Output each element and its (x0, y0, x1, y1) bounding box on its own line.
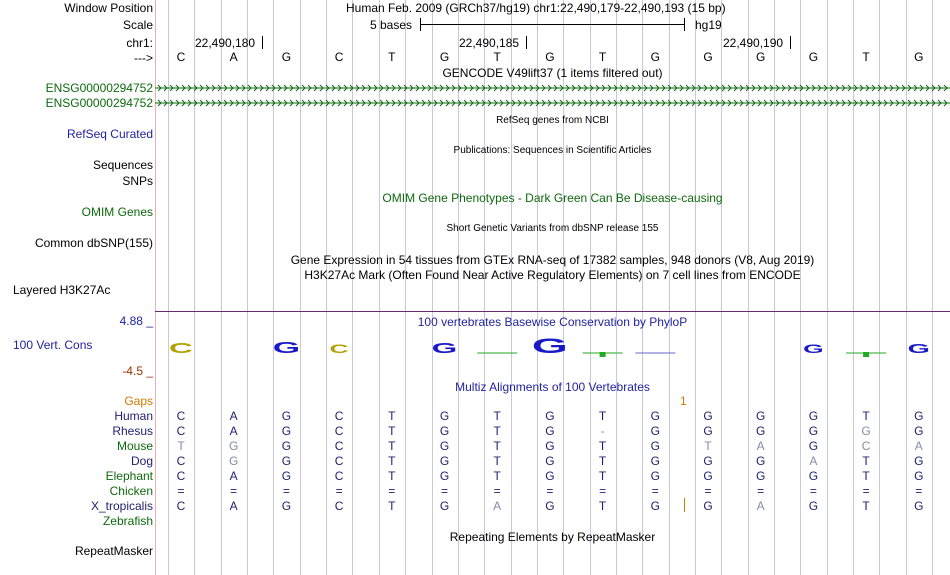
alignment-row (155, 409, 950, 423)
conservation-letter: G (907, 341, 930, 356)
alignment-base: T (493, 409, 501, 423)
alignment-base: = (546, 484, 554, 498)
alignment-base: G (756, 424, 766, 438)
species-label[interactable]: Zebrafish (102, 514, 153, 528)
gencode-track-title[interactable]: GENCODE V49lift37 (1 items filtered out) (442, 66, 663, 80)
alignment-base: G (439, 499, 450, 513)
alignment-row (155, 454, 950, 468)
alignment-base: G (545, 499, 555, 513)
base-letter: T (862, 50, 870, 64)
alignment-base: T (598, 409, 607, 423)
refseq-track-label[interactable]: RefSeq Curated (66, 127, 153, 141)
alignment-base: = (704, 484, 712, 498)
conservation-point (863, 352, 869, 357)
species-label[interactable]: Mouse (116, 439, 153, 453)
alignment-base: G (808, 409, 819, 423)
conservation-letter: C (169, 340, 193, 357)
base-sequence-row (155, 50, 950, 64)
scale-label: Scale (122, 18, 153, 32)
alignment-base: G (439, 469, 450, 483)
alignment-base: G (808, 499, 819, 513)
base-letter: G (545, 50, 555, 64)
alignment-base: G (756, 469, 766, 483)
conservation-point (600, 352, 606, 357)
dbsnp-track-title[interactable]: Short Genetic Variants from dbSNP release 155 (446, 223, 659, 234)
alignment-base: A (493, 499, 502, 513)
dbsnp-track-label[interactable]: Common dbSNP(155) (34, 236, 153, 250)
strand-arrow-label: ---> (134, 51, 153, 65)
alignment-base: C (334, 499, 344, 513)
alignment-base: G (439, 424, 450, 438)
base-letter: G (650, 50, 660, 64)
alignment-base: = (809, 484, 817, 498)
alignment-base: G (281, 424, 292, 438)
base-letter: T (598, 50, 607, 64)
alignment-base: T (388, 424, 396, 438)
conservation-track-title[interactable]: 100 vertebrates Basewise Conservation by PhyloP (417, 315, 688, 329)
alignment-base: = (493, 484, 501, 498)
alignment-base: G (703, 409, 713, 423)
gencode-gene-feature[interactable] (155, 81, 950, 95)
alignment-base: G (914, 409, 924, 423)
coordinate-tick (790, 36, 791, 49)
species-label[interactable]: Rhesus (112, 424, 153, 438)
alignment-base: G (545, 424, 555, 438)
alignment-base: G (703, 424, 713, 438)
alignment-base: = (388, 484, 396, 498)
gencode-item-label[interactable]: ENSG00000294752 (45, 81, 153, 95)
alignment-row (155, 424, 950, 438)
base-letter: C (176, 50, 186, 64)
base-letter: G (756, 50, 766, 64)
alignment-base: T (598, 469, 607, 483)
conservation-max-label: 4.88 _ (119, 314, 153, 328)
alignment-base: G (703, 469, 713, 483)
alignment-base: A (229, 469, 238, 483)
gaps-value: 1 (680, 394, 687, 408)
window-position-label: Window Position (64, 1, 153, 15)
sequences-track-label[interactable]: Sequences (92, 158, 153, 172)
gaps-label: Gaps (124, 394, 153, 408)
alignment-base: G (914, 454, 924, 468)
alignment-base: G (650, 409, 660, 423)
coordinate-label: 22,490,185 (459, 36, 520, 50)
base-letter: G (439, 50, 450, 64)
alignment-base: G (756, 409, 766, 423)
alignment-base: G (545, 409, 555, 423)
coordinate-tick (526, 36, 527, 49)
alignment-base: = (651, 484, 659, 498)
alignment-base: G (861, 424, 871, 438)
conservation-letter: G (531, 334, 568, 358)
alignment-base: C (861, 439, 871, 453)
gencode-gene-feature[interactable] (155, 96, 950, 110)
alignment-base: C (334, 454, 344, 468)
alignment-base: T (493, 454, 501, 468)
base-letter: C (334, 50, 344, 64)
species-label[interactable]: Dog (130, 454, 153, 468)
alignment-base: G (914, 469, 924, 483)
scale-bar (420, 18, 685, 32)
alignment-base: G (281, 439, 292, 453)
alignment-base: A (229, 499, 238, 513)
alignment-base: T (388, 409, 396, 423)
alignment-base: T (704, 439, 712, 453)
conservation-letter: C (329, 342, 349, 356)
alignment-base: G (808, 424, 819, 438)
alignment-base: G (439, 409, 450, 423)
window-title: Human Feb. 2009 (GRCh37/hg19) chr1:22,490,179-22,490,193 (15 bp) (346, 1, 726, 15)
alignment-base: = (230, 484, 238, 498)
alignment-base: C (334, 439, 344, 453)
alignment-base: G (545, 469, 555, 483)
alignment-base: T (493, 469, 501, 483)
chromosome-label: chr1: (126, 36, 153, 50)
base-letter: A (229, 50, 238, 64)
base-letter: G (914, 50, 924, 64)
alignment-base: G (281, 409, 292, 423)
alignment-base: G (545, 439, 555, 453)
assembly-label: hg19 (695, 18, 722, 32)
alignment-base: = (862, 484, 870, 498)
insertion-marker (684, 498, 685, 512)
alignment-base: T (388, 469, 396, 483)
alignment-base: G (439, 439, 450, 453)
alignment-row (155, 469, 950, 483)
alignment-base: A (229, 409, 238, 423)
alignment-base: G (229, 439, 239, 453)
base-letter: T (388, 50, 396, 64)
alignment-base: = (282, 484, 290, 498)
alignment-base: T (862, 409, 870, 423)
alignment-base: G (914, 424, 924, 438)
base-letter: T (493, 50, 501, 64)
snps-track-label[interactable]: SNPs (122, 174, 153, 188)
coordinate-label: 22,490,190 (723, 36, 784, 50)
alignment-base: T (862, 454, 870, 468)
repeatmasker-track-title[interactable]: Repeating Elements by RepeatMasker (449, 530, 656, 544)
species-label[interactable]: Elephant (105, 469, 153, 483)
alignment-base: G (650, 469, 660, 483)
h3k27ac-track-title[interactable]: H3K27Ac Mark (Often Found Near Active Regulatory Elements) on 7 cell lines from ENCODE (304, 268, 801, 282)
alignment-base: G (756, 454, 766, 468)
alignment-base: G (545, 454, 555, 468)
alignment-base: A (809, 454, 818, 468)
conservation-letter: G (803, 342, 824, 356)
alignment-base: T (493, 424, 501, 438)
species-label[interactable]: Human (114, 409, 153, 423)
alignment-base: G (439, 454, 450, 468)
alignment-base: T (388, 499, 396, 513)
conservation-logo (155, 326, 950, 366)
alignment-base: = (599, 484, 607, 498)
alignment-base: = (757, 484, 765, 498)
alignment-base: C (176, 469, 186, 483)
alignment-base: A (229, 424, 238, 438)
track-divider (155, 311, 950, 312)
alignment-base: G (281, 454, 292, 468)
conservation-letter: G (431, 340, 458, 357)
conservation-letter: G (272, 338, 301, 357)
alignment-base: G (281, 469, 292, 483)
alignment-base: A (756, 439, 765, 453)
alignment-base: G (650, 424, 660, 438)
alignment-base: T (177, 439, 185, 453)
sequences-track-title[interactable]: Publications: Sequences in Scientific Articles (453, 145, 652, 156)
refseq-track-title[interactable]: RefSeq genes from NCBI (496, 115, 609, 126)
alignment-base: = (177, 484, 185, 498)
alignment-base: C (176, 409, 186, 423)
alignment-base: G (914, 499, 924, 513)
multiz-track-title[interactable]: Multiz Alignments of 100 Vertebrates (455, 380, 650, 394)
alignment-base: T (493, 439, 501, 453)
coordinate-tick (262, 36, 263, 49)
base-letter: G (703, 50, 713, 64)
alignment-base: C (334, 424, 344, 438)
alignment-base: T (862, 499, 870, 513)
alignment-base: G (703, 454, 713, 468)
alignment-base: C (176, 454, 186, 468)
species-label[interactable]: Chicken (109, 484, 153, 498)
alignment-row (155, 514, 950, 528)
alignment-row (155, 484, 950, 498)
alignment-base: G (281, 499, 292, 513)
gencode-item-label[interactable]: ENSG00000294752 (45, 96, 153, 110)
alignment-base: = (335, 484, 343, 498)
alignment-base: C (176, 424, 186, 438)
alignment-base: G (808, 469, 819, 483)
alignment-base: T (862, 469, 870, 483)
alignment-base: T (598, 454, 607, 468)
alignment-base: - (600, 424, 605, 438)
repeatmasker-track-label[interactable]: RepeatMasker (74, 544, 153, 558)
alignment-base: G (650, 439, 660, 453)
base-letter: G (281, 50, 292, 64)
gtex-track-title[interactable]: Gene Expression in 54 tissues from GTEx RNA-seq of 17382 samples, 948 donors (V8, Aug 2019) (290, 253, 815, 267)
alignment-base: T (598, 499, 607, 513)
alignment-base: C (334, 409, 344, 423)
coordinate-label: 22,490,180 (195, 36, 256, 50)
alignment-base: T (598, 439, 607, 453)
alignment-base: A (756, 499, 765, 513)
alignment-row (155, 499, 950, 513)
alignment-base: G (650, 454, 660, 468)
omim-track-title[interactable]: OMIM Gene Phenotypes - Dark Green Can Be Disease-causing (382, 191, 723, 205)
species-label[interactable]: X_tropicalis (90, 499, 153, 513)
alignment-base: G (650, 499, 660, 513)
alignment-base: G (808, 439, 819, 453)
alignment-base: A (914, 439, 923, 453)
alignment-row (155, 439, 950, 453)
alignment-base: C (334, 469, 344, 483)
alignment-base: = (440, 484, 448, 498)
alignment-base: T (388, 454, 396, 468)
alignment-base: G (229, 454, 239, 468)
conservation-track-label[interactable]: 100 Vert. Cons (13, 338, 93, 352)
omim-track-label[interactable]: OMIM Genes (81, 205, 153, 219)
h3k27ac-track-label[interactable]: Layered H3K27Ac (13, 283, 111, 297)
alignment-base: G (703, 499, 713, 513)
base-letter: G (808, 50, 819, 64)
alignment-base: C (176, 499, 186, 513)
scale-text: 5 bases (370, 18, 413, 32)
alignment-base: = (915, 484, 923, 498)
alignment-base: T (388, 439, 396, 453)
conservation-min-label: -4.5 _ (122, 364, 153, 378)
